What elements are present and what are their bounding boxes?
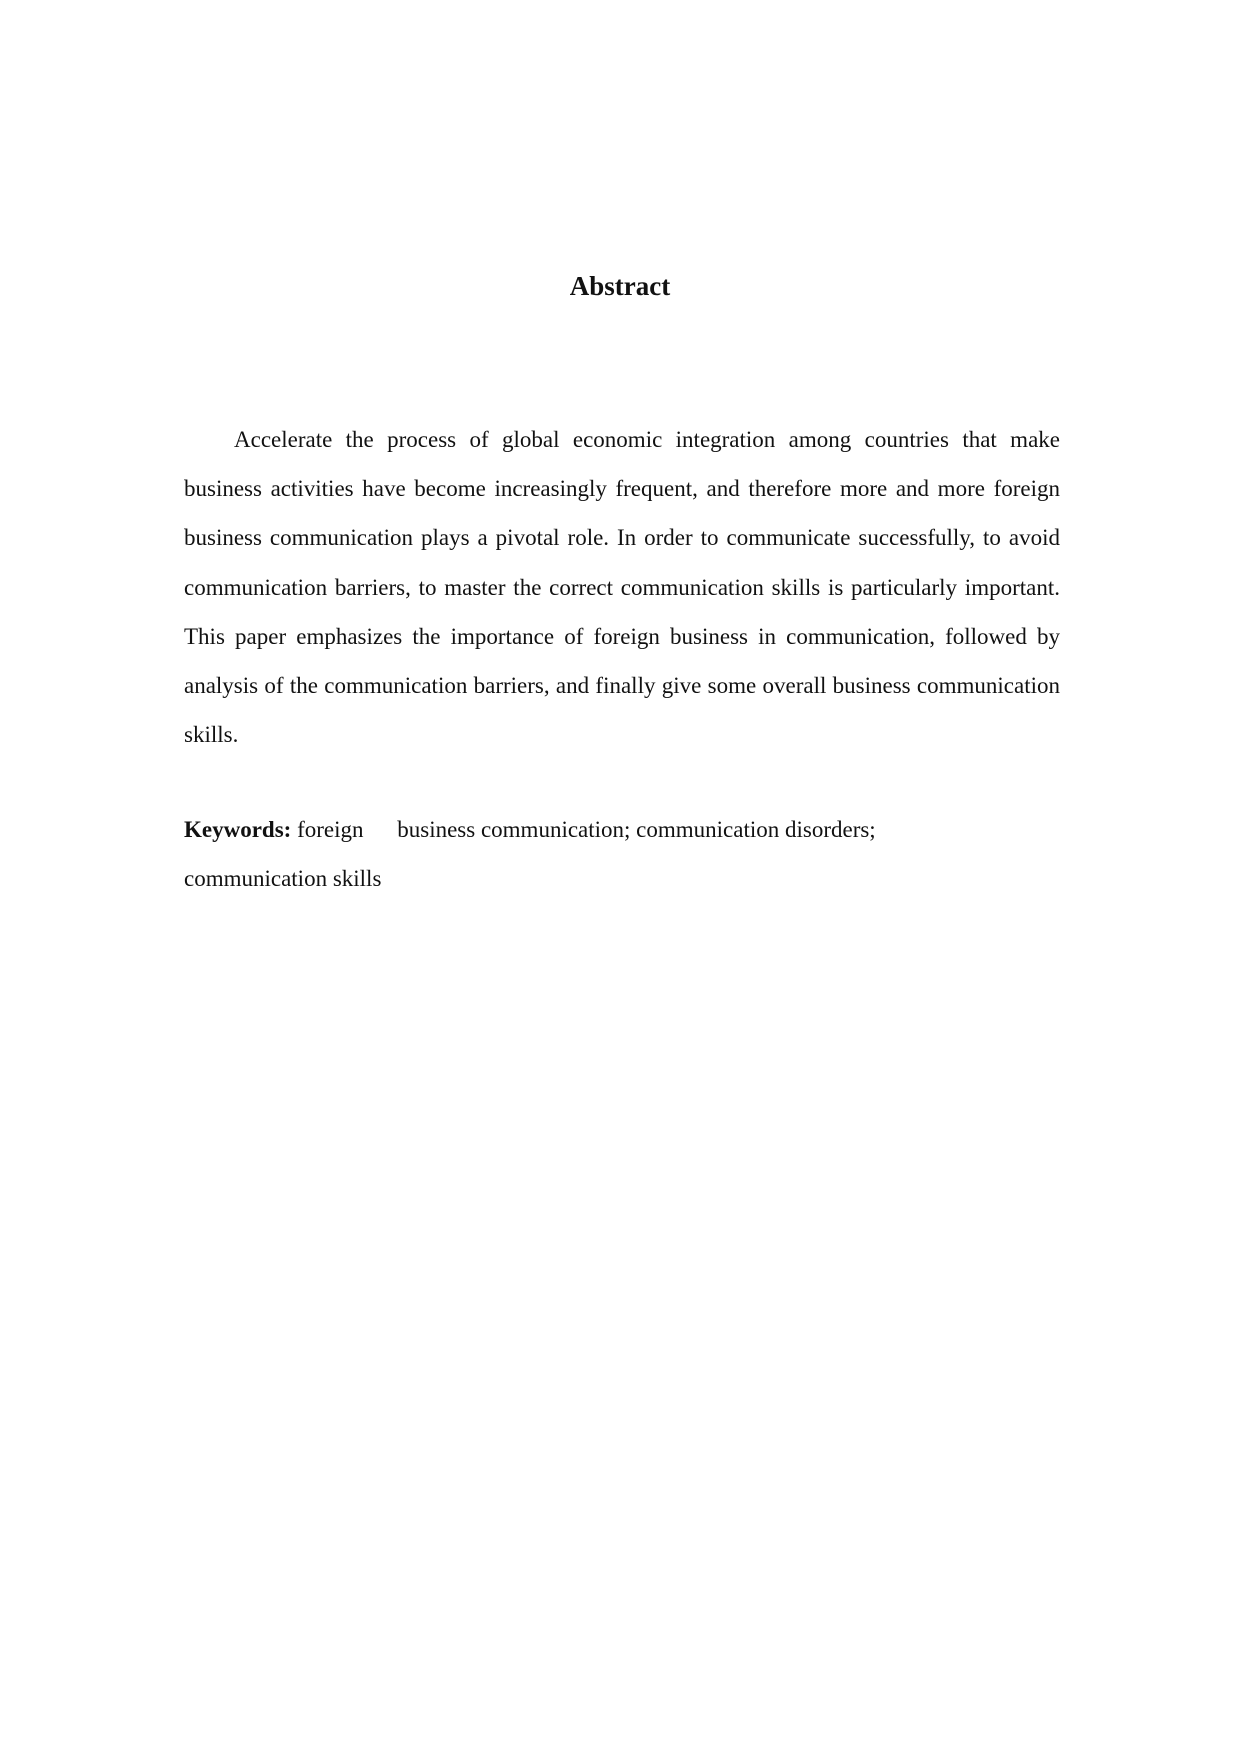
keywords-label: Keywords: <box>184 817 292 842</box>
keyword-business-communication: business communication; communication disorders; <box>397 817 876 842</box>
keywords-line-2 <box>184 854 1060 903</box>
keyword-communication-skills: communication skills <box>184 866 382 892</box>
abstract-title: Abstract <box>569 271 671 301</box>
keywords-section <box>184 805 1060 903</box>
keywords-line-1 <box>184 805 1060 854</box>
abstract-paragraph: Accelerate the process of global economic integration among countries that make business activities have become increasingly frequent, and therefore more and more foreign business communication plays a pivotal role. In order to communicate successfully, to avoid communication barriers, to master the correct communication skills is particularly important. This paper emphasizes the importance of foreign business in communication, followed by analysis of the communication barriers, and finally give some overall business communication skills. <box>184 427 1060 748</box>
keyword-foreign: foreign <box>297 817 364 842</box>
